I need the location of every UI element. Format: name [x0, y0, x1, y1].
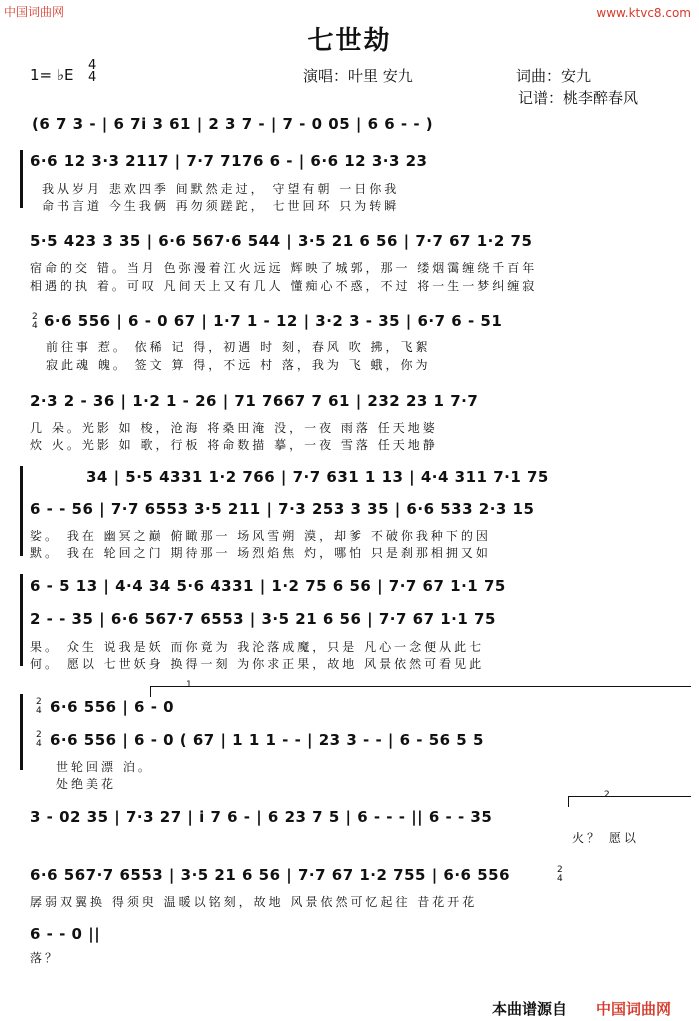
lyrics-line-5-verse-1: 几 朵。光影 如 梭，沧海 将桑田淹 没，一夜 雨落 任天地婆	[30, 421, 438, 435]
song-title: 七世劫	[307, 26, 392, 56]
score-line-1: (6 7 3 - | 6 7i 3 61 | 2 3 7 - | 7 - 0 05 | 6 6 - - )	[32, 115, 434, 133]
lyrics-line-9-verse-2: 何。 愿以 七世妖身 换得一刻 为你求正果，故地 风景依然可看见此	[30, 657, 485, 671]
singers-credit: 演唱：叶里 安九	[303, 67, 413, 85]
repeat-bracket	[20, 150, 23, 208]
time-signature	[88, 60, 96, 84]
score-line-6-upper: 34 | 5·5 4331 1·2 766 | 7·7 631 1 13 | 4·4 311 7·1 75	[86, 468, 549, 486]
lyrics-line-11-verse-1: 世轮回漂 泊。	[56, 760, 153, 774]
volta-1-number: 1	[186, 680, 192, 690]
time-signature-2-4-upper: 2 4	[36, 697, 42, 716]
score-line-11-lower: 6·6 556 | 6 - 0 ( 67 | 1 1 1 - - | 23 3 - - | 6 - 56 5 5	[50, 731, 484, 749]
score-line-2: 6·6 12 3·3 2117 | 7·7 7176 6 - | 6·6 12 3·3 23	[30, 152, 428, 170]
time-signature-bottom: 4	[88, 70, 97, 85]
score-line-5: 2·3 2 - 36 | 1·2 1 - 26 | 71 7667 7 61 | 232 23 1 7·7	[30, 392, 479, 410]
lyrics-line-2-verse-1: 我从岁月 悲欢四季 间默然走过， 守望有朝 一日你我	[42, 182, 400, 196]
score-line-7-lower: 6 - - 56 | 7·7 6553 3·5 211 | 7·3 253 3 35 | 6·6 533 2·3 15	[30, 500, 535, 518]
time-signature-top: 4	[88, 58, 97, 73]
score-line-12: 3 - 02 35 | 7·3 27 | i 7 6 - | 6 23 7 5 | 6 - - - || 6 - - 35	[30, 808, 493, 826]
watermark-right: www.ktvc8.com	[596, 6, 691, 20]
score-line-14: 6 - - 0 ||	[30, 925, 101, 943]
lyrics-line-3-verse-2: 相遇的执 着。可叹 凡间天上又有几人 懂痴心不惑，不过 将一生一梦纠缠寂	[30, 279, 538, 293]
key-signature: 1= ♭E	[30, 66, 74, 84]
score-line-13: 6·6 567·7 6553 | 3·5 21 6 56 | 7·7 67 1·2 755 | 6·6 556	[30, 866, 511, 884]
lyrics-line-9-verse-1: 果。 众生 说我是妖 而你竟为 我沦落成魔，只是 凡心一念便从此七	[30, 640, 485, 654]
score-line-9-lower: 2 - - 35 | 6·6 567·7 6553 | 3·5 21 6 56 | 7·7 67 1·1 75	[30, 610, 496, 628]
score-line-10-upper: 6·6 556 | 6 - 0	[50, 698, 175, 716]
volta-2-number: 2	[604, 790, 610, 800]
time-signature-2-4-lower: 2 4	[36, 730, 42, 749]
time-signature-2-4: 2 4	[32, 312, 38, 331]
lyrics-line-2-verse-2: 命书言道 今生我俩 再勿须蹉跎， 七世回环 只为转瞬	[42, 199, 400, 213]
footer-site-link[interactable]: 中国词曲网	[596, 1000, 672, 1018]
lyrics-line-7-verse-2: 默。 我在 轮回之门 期待那一 场烈焰焦 灼，哪怕 只是刹那相拥又如	[30, 546, 491, 560]
volta-2-bracket	[568, 796, 691, 807]
lyrics-line-13: 孱弱双翼换 得须臾 温暖以铭刻，故地 风景依然可忆起往 昔花开花	[30, 895, 478, 909]
footer-source-label: 本曲谱源自	[492, 1000, 568, 1018]
lyrics-line-4-verse-1: 前往事 惹。 依稀 记 得，初遇 时 刻，春风 吹 拂，飞絮	[46, 340, 431, 354]
lyrics-line-14: 落？	[30, 951, 61, 965]
lyrics-line-12: 火？ 愿以	[572, 831, 639, 845]
lyrics-music-credit: 词曲：安九	[516, 67, 592, 85]
score-line-4: 6·6 556 | 6 - 0 67 | 1·7 1 - 12 | 3·2 3 - 35 | 6·7 6 - 51	[44, 312, 503, 330]
transcriber-credit: 记谱：桃李醉春风	[518, 89, 639, 107]
lyrics-line-3-verse-1: 宿命的交 错。当月 色弥漫着江火远远 辉映了城郭，那一 缕烟霭缠绕千百年	[30, 261, 538, 275]
score-line-8-upper: 6 - 5 13 | 4·4 34 5·6 4331 | 1·2 75 6 56 | 7·7 67 1·1 75	[30, 577, 506, 595]
watermark-left: 中国词曲网	[4, 5, 65, 19]
system-bracket-2	[20, 574, 23, 666]
score-line-3: 5·5 423 3 35 | 6·6 567·6 544 | 3·5 21 6 56 | 7·7 67 1·2 75	[30, 232, 533, 250]
lyrics-line-5-verse-2: 炊 火。光影 如 歌，行板 将命数描 摹，一夜 雪落 任天地静	[30, 438, 438, 452]
lyrics-line-4-verse-2: 寂此魂 魄。 签文 算 得，不远 村 落，我为 飞 蛾，你为	[46, 358, 431, 372]
time-signature-2-4-final: 2 4	[557, 865, 563, 884]
lyrics-line-7-verse-1: 娑。 我在 幽冥之巅 俯瞰那一 场风雪朔 漠，却爹 不破你我种下的因	[30, 529, 491, 543]
system-bracket-3	[20, 694, 23, 770]
volta-1-bracket	[150, 686, 691, 697]
system-bracket-1	[20, 466, 23, 556]
lyrics-line-11-verse-2: 处绝美花	[56, 777, 117, 791]
